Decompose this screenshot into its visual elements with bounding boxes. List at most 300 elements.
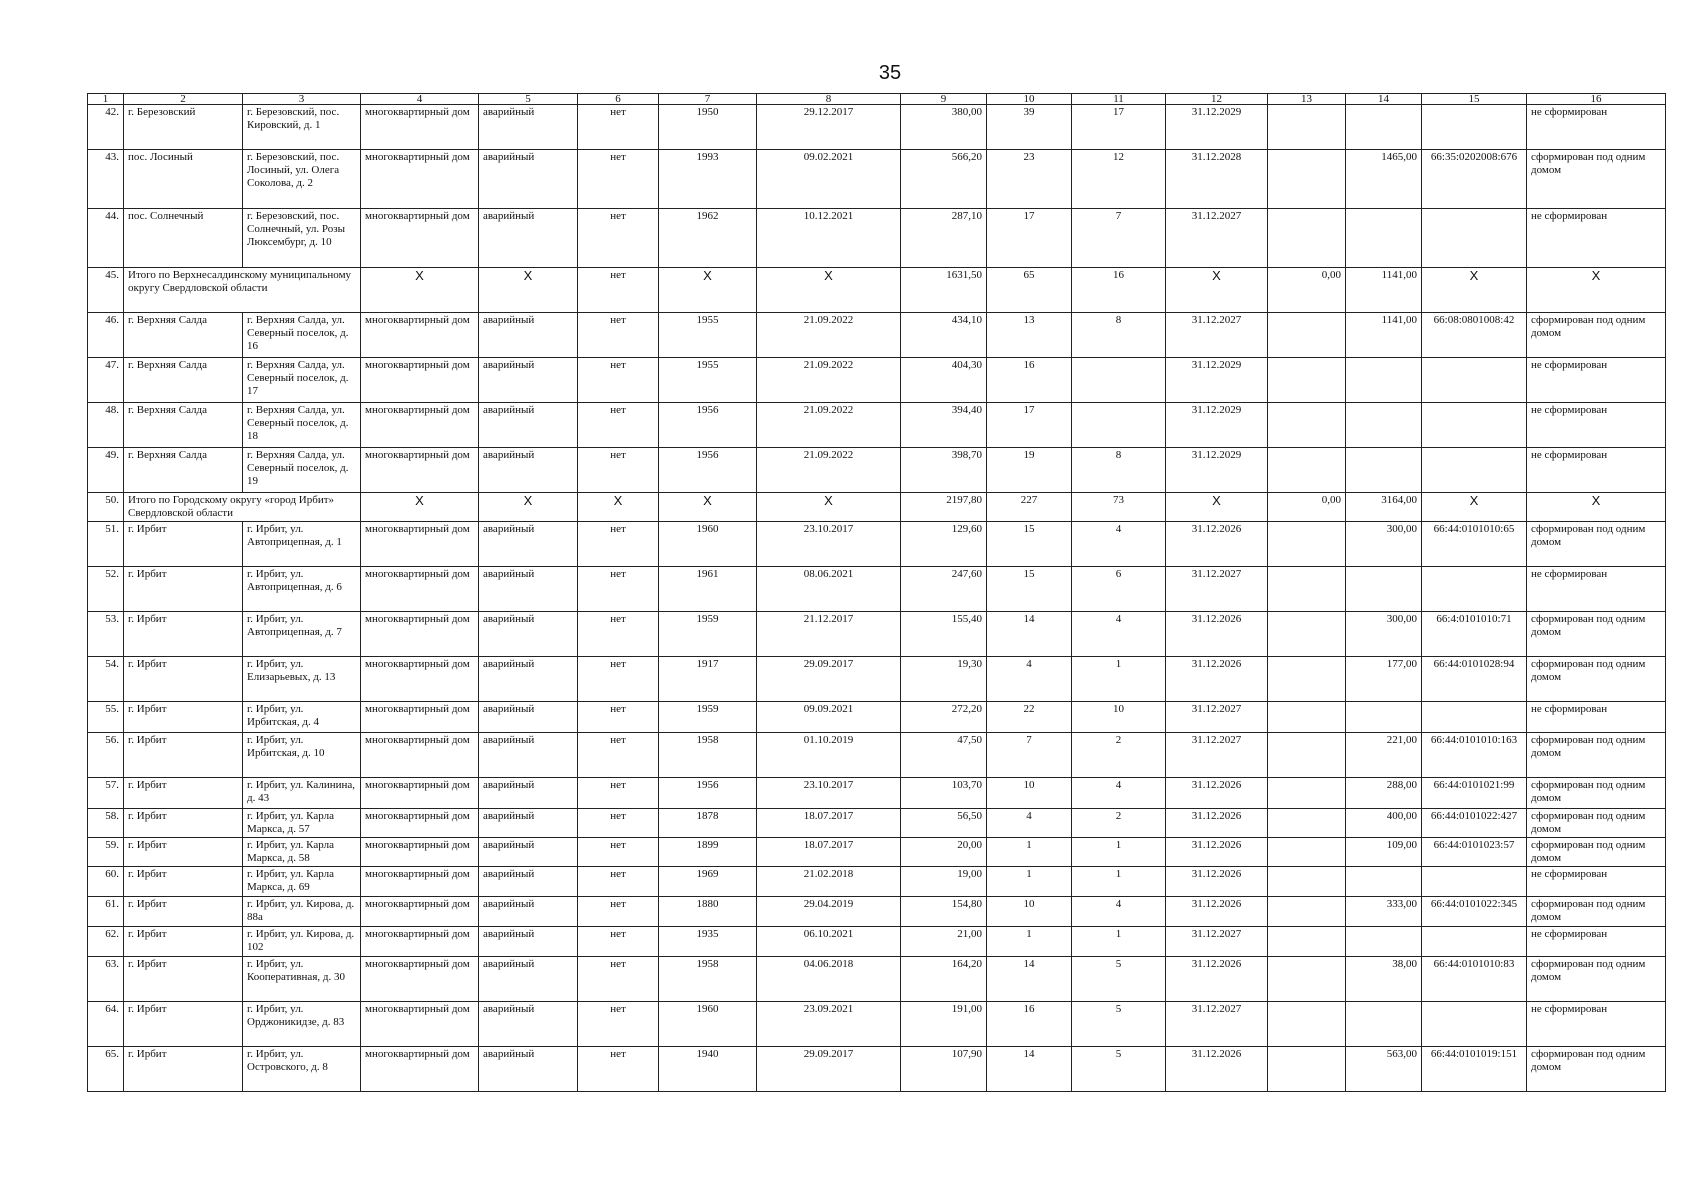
land-area-col13-cell (1268, 778, 1346, 809)
land-area-col13-cell (1268, 612, 1346, 657)
residents-cell: 16 (987, 1002, 1072, 1047)
condition-cell: аварийный (479, 448, 578, 493)
municipality-cell: г. Верхняя Салда (124, 448, 243, 493)
residents-cell: 15 (987, 567, 1072, 612)
flag-cell: X (578, 493, 659, 522)
apartments-cell: 4 (1072, 897, 1166, 927)
land-status-cell: не сформирован (1527, 702, 1666, 733)
recognition-date-cell: 18.07.2017 (757, 809, 901, 838)
municipality-cell: г. Ирбит (124, 809, 243, 838)
building-type-cell: многоквартирный дом (361, 778, 479, 809)
land-area-col13-cell (1268, 657, 1346, 702)
apartments-cell: 73 (1072, 493, 1166, 522)
residents-cell: 22 (987, 702, 1072, 733)
flag-cell: нет (578, 733, 659, 778)
planned-date-cell: 31.12.2026 (1166, 809, 1268, 838)
recognition-date-cell: 21.09.2022 (757, 403, 901, 448)
municipality-cell: пос. Лосиный (124, 150, 243, 209)
column-header: 10 (987, 94, 1072, 105)
year-cell: 1955 (659, 358, 757, 403)
land-status-cell: не сформирован (1527, 867, 1666, 897)
column-header: 15 (1422, 94, 1527, 105)
land-area-cell: 1141,00 (1346, 313, 1422, 358)
year-cell: 1956 (659, 448, 757, 493)
land-area-cell: 300,00 (1346, 612, 1422, 657)
planned-date-cell: 31.12.2027 (1166, 927, 1268, 957)
flag-cell: нет (578, 403, 659, 448)
column-header: 3 (243, 94, 361, 105)
column-header: 6 (578, 94, 659, 105)
table-body (88, 105, 1666, 1092)
row-number-cell: 60. (88, 867, 124, 897)
area-cell: 129,60 (901, 522, 987, 567)
building-type-cell: многоквартирный дом (361, 897, 479, 927)
flag-cell: нет (578, 809, 659, 838)
planned-date-cell: 31.12.2029 (1166, 448, 1268, 493)
address-cell: г. Верхняя Салда, ул. Северный поселок, д. 16 (243, 313, 361, 358)
planned-date-cell: X (1166, 493, 1268, 522)
cadastral-number-cell (1422, 448, 1527, 493)
planned-date-cell: 31.12.2026 (1166, 778, 1268, 809)
table-row (88, 657, 1666, 702)
planned-date-cell: 31.12.2027 (1166, 1002, 1268, 1047)
area-cell: 47,50 (901, 733, 987, 778)
cadastral-number-cell: 66:44:0101010:83 (1422, 957, 1527, 1002)
planned-date-cell: 31.12.2027 (1166, 567, 1268, 612)
land-area-col13-cell (1268, 927, 1346, 957)
area-cell: 434,10 (901, 313, 987, 358)
cadastral-number-cell (1422, 567, 1527, 612)
area-cell: 247,60 (901, 567, 987, 612)
residents-cell: 7 (987, 733, 1072, 778)
area-cell: 191,00 (901, 1002, 987, 1047)
condition-cell: аварийный (479, 612, 578, 657)
apartments-cell: 6 (1072, 567, 1166, 612)
row-number-cell: 59. (88, 838, 124, 867)
recognition-date-cell: 10.12.2021 (757, 209, 901, 268)
land-area-col13-cell (1268, 448, 1346, 493)
recognition-date-cell: 09.09.2021 (757, 702, 901, 733)
area-cell: 107,90 (901, 1047, 987, 1092)
recognition-date-cell: 04.06.2018 (757, 957, 901, 1002)
apartments-cell: 16 (1072, 268, 1166, 313)
year-cell: 1956 (659, 778, 757, 809)
address-cell: г. Ирбит, ул. Елизарьевых, д. 13 (243, 657, 361, 702)
condition-cell: аварийный (479, 403, 578, 448)
flag-cell: нет (578, 150, 659, 209)
area-cell: 103,70 (901, 778, 987, 809)
planned-date-cell: 31.12.2029 (1166, 105, 1268, 150)
table-row (88, 927, 1666, 957)
building-type-cell: многоквартирный дом (361, 657, 479, 702)
cadastral-number-cell (1422, 358, 1527, 403)
area-cell: 19,30 (901, 657, 987, 702)
row-number-cell: 54. (88, 657, 124, 702)
land-area-col13-cell (1268, 209, 1346, 268)
planned-date-cell: 31.12.2026 (1166, 867, 1268, 897)
cadastral-number-cell: 66:44:0101022:427 (1422, 809, 1527, 838)
column-header: 4 (361, 94, 479, 105)
flag-cell: нет (578, 105, 659, 150)
column-header: 8 (757, 94, 901, 105)
building-type-cell: многоквартирный дом (361, 567, 479, 612)
land-area-col13-cell (1268, 733, 1346, 778)
table-row (88, 897, 1666, 927)
row-number-cell: 56. (88, 733, 124, 778)
land-area-cell (1346, 105, 1422, 150)
land-area-cell: 288,00 (1346, 778, 1422, 809)
recognition-date-cell: 09.02.2021 (757, 150, 901, 209)
cadastral-number-cell (1422, 702, 1527, 733)
recognition-date-cell: 08.06.2021 (757, 567, 901, 612)
land-area-cell: 563,00 (1346, 1047, 1422, 1092)
address-cell: г. Березовский, пос. Лосиный, ул. Олега Соколова, д. 2 (243, 150, 361, 209)
table-row (88, 358, 1666, 403)
address-cell: г. Верхняя Салда, ул. Северный поселок, д. 17 (243, 358, 361, 403)
year-cell: 1962 (659, 209, 757, 268)
land-area-col13-cell (1268, 897, 1346, 927)
year-cell: 1950 (659, 105, 757, 150)
land-area-col13-cell (1268, 567, 1346, 612)
row-number-cell: 57. (88, 778, 124, 809)
recognition-date-cell: 23.10.2017 (757, 778, 901, 809)
total-label-cell: Итого по Городскому округу «город Ирбит» Свердловской области (124, 493, 361, 522)
land-area-col13-cell (1268, 105, 1346, 150)
flag-cell: нет (578, 567, 659, 612)
recognition-date-cell: X (757, 268, 901, 313)
municipality-cell: г. Ирбит (124, 567, 243, 612)
recognition-date-cell: 21.09.2022 (757, 448, 901, 493)
building-type-cell: многоквартирный дом (361, 105, 479, 150)
land-area-cell (1346, 448, 1422, 493)
municipality-cell: г. Ирбит (124, 522, 243, 567)
address-cell: г. Ирбит, ул. Автоприцепная, д. 7 (243, 612, 361, 657)
land-status-cell: сформирован под одним домом (1527, 778, 1666, 809)
land-area-col13-cell (1268, 957, 1346, 1002)
building-type-cell: многоквартирный дом (361, 313, 479, 358)
flag-cell: нет (578, 927, 659, 957)
row-number-cell: 52. (88, 567, 124, 612)
year-cell: X (659, 493, 757, 522)
planned-date-cell: 31.12.2026 (1166, 838, 1268, 867)
table-row (88, 838, 1666, 867)
building-type-cell: многоквартирный дом (361, 838, 479, 867)
land-status-cell: сформирован под одним домом (1527, 657, 1666, 702)
land-area-col13-cell: 0,00 (1268, 493, 1346, 522)
land-area-cell: 1141,00 (1346, 268, 1422, 313)
planned-date-cell: 31.12.2026 (1166, 522, 1268, 567)
row-number-cell: 48. (88, 403, 124, 448)
column-header: 7 (659, 94, 757, 105)
recognition-date-cell: 21.12.2017 (757, 612, 901, 657)
building-type-cell: многоквартирный дом (361, 448, 479, 493)
cadastral-number-cell: 66:44:0101028:94 (1422, 657, 1527, 702)
land-area-col13-cell (1268, 313, 1346, 358)
residents-cell: 14 (987, 612, 1072, 657)
recognition-date-cell: 06.10.2021 (757, 927, 901, 957)
year-cell: 1878 (659, 809, 757, 838)
condition-cell: аварийный (479, 867, 578, 897)
recognition-date-cell: 21.02.2018 (757, 867, 901, 897)
land-area-cell: 221,00 (1346, 733, 1422, 778)
cadastral-number-cell: 66:44:0101019:151 (1422, 1047, 1527, 1092)
total-row (88, 493, 1666, 522)
building-type-cell: многоквартирный дом (361, 733, 479, 778)
building-type-cell: многоквартирный дом (361, 927, 479, 957)
residents-cell: 15 (987, 522, 1072, 567)
land-area-cell: 109,00 (1346, 838, 1422, 867)
area-cell: 404,30 (901, 358, 987, 403)
table-row (88, 209, 1666, 268)
building-type-cell: многоквартирный дом (361, 403, 479, 448)
address-cell: г. Ирбит, ул. Карла Маркса, д. 58 (243, 838, 361, 867)
recognition-date-cell: 21.09.2022 (757, 358, 901, 403)
municipality-cell: г. Ирбит (124, 838, 243, 867)
cadastral-number-cell: 66:4:0101010:71 (1422, 612, 1527, 657)
flag-cell: нет (578, 838, 659, 867)
residents-cell: 14 (987, 1047, 1072, 1092)
area-cell: 2197,80 (901, 493, 987, 522)
recognition-date-cell: X (757, 493, 901, 522)
land-area-col13-cell (1268, 522, 1346, 567)
apartments-cell: 2 (1072, 733, 1166, 778)
cadastral-number-cell (1422, 867, 1527, 897)
area-cell: 287,10 (901, 209, 987, 268)
apartments-cell: 17 (1072, 105, 1166, 150)
building-type-cell: многоквартирный дом (361, 867, 479, 897)
address-cell: г. Ирбит, ул. Карла Маркса, д. 57 (243, 809, 361, 838)
condition-cell: X (479, 268, 578, 313)
residents-cell: 227 (987, 493, 1072, 522)
table-row (88, 105, 1666, 150)
address-cell: г. Ирбит, ул. Автоприцепная, д. 6 (243, 567, 361, 612)
municipality-cell: г. Ирбит (124, 702, 243, 733)
recognition-date-cell: 23.10.2017 (757, 522, 901, 567)
year-cell: 1958 (659, 957, 757, 1002)
row-number-cell: 50. (88, 493, 124, 522)
row-number-cell: 46. (88, 313, 124, 358)
land-area-cell: 300,00 (1346, 522, 1422, 567)
address-cell: г. Верхняя Салда, ул. Северный поселок, д. 18 (243, 403, 361, 448)
registry-table (87, 93, 1666, 1092)
condition-cell: аварийный (479, 358, 578, 403)
building-type-cell: X (361, 493, 479, 522)
table-row (88, 612, 1666, 657)
residents-cell: 17 (987, 209, 1072, 268)
flag-cell: нет (578, 778, 659, 809)
land-status-cell: сформирован под одним домом (1527, 612, 1666, 657)
land-area-cell (1346, 567, 1422, 612)
land-status-cell: сформирован под одним домом (1527, 150, 1666, 209)
land-area-cell: 333,00 (1346, 897, 1422, 927)
flag-cell: нет (578, 657, 659, 702)
cadastral-number-cell (1422, 209, 1527, 268)
area-cell: 272,20 (901, 702, 987, 733)
row-number-cell: 64. (88, 1002, 124, 1047)
area-cell: 1631,50 (901, 268, 987, 313)
planned-date-cell: 31.12.2027 (1166, 209, 1268, 268)
area-cell: 21,00 (901, 927, 987, 957)
area-cell: 20,00 (901, 838, 987, 867)
residents-cell: 10 (987, 778, 1072, 809)
cadastral-number-cell: 66:44:0101021:99 (1422, 778, 1527, 809)
address-cell: г. Ирбит, ул. Карла Маркса, д. 69 (243, 867, 361, 897)
planned-date-cell: 31.12.2027 (1166, 702, 1268, 733)
residents-cell: 39 (987, 105, 1072, 150)
land-area-cell: 400,00 (1346, 809, 1422, 838)
land-area-col13-cell (1268, 867, 1346, 897)
land-area-cell: 177,00 (1346, 657, 1422, 702)
municipality-cell: г. Ирбит (124, 657, 243, 702)
apartments-cell: 8 (1072, 313, 1166, 358)
land-status-cell: не сформирован (1527, 567, 1666, 612)
residents-cell: 4 (987, 657, 1072, 702)
land-area-col13-cell: 0,00 (1268, 268, 1346, 313)
condition-cell: аварийный (479, 733, 578, 778)
flag-cell: нет (578, 612, 659, 657)
land-status-cell: сформирован под одним домом (1527, 809, 1666, 838)
residents-cell: 14 (987, 957, 1072, 1002)
cadastral-number-cell: 66:35:0202008:676 (1422, 150, 1527, 209)
municipality-cell: пос. Солнечный (124, 209, 243, 268)
municipality-cell: г. Ирбит (124, 1047, 243, 1092)
flag-cell: нет (578, 448, 659, 493)
table-row (88, 448, 1666, 493)
cadastral-number-cell: 66:44:0101010:65 (1422, 522, 1527, 567)
planned-date-cell: 31.12.2027 (1166, 313, 1268, 358)
year-cell: 1961 (659, 567, 757, 612)
flag-cell: нет (578, 522, 659, 567)
column-header: 2 (124, 94, 243, 105)
condition-cell: аварийный (479, 657, 578, 702)
residents-cell: 13 (987, 313, 1072, 358)
land-area-cell (1346, 1002, 1422, 1047)
municipality-cell: г. Верхняя Салда (124, 358, 243, 403)
apartments-cell: 4 (1072, 522, 1166, 567)
building-type-cell: многоквартирный дом (361, 702, 479, 733)
column-header: 9 (901, 94, 987, 105)
planned-date-cell: 31.12.2026 (1166, 612, 1268, 657)
address-cell: г. Ирбит, ул. Ирбитская, д. 4 (243, 702, 361, 733)
condition-cell: X (479, 493, 578, 522)
total-row (88, 268, 1666, 313)
cadastral-number-cell: 66:08:0801008:42 (1422, 313, 1527, 358)
row-number-cell: 47. (88, 358, 124, 403)
apartments-cell: 8 (1072, 448, 1166, 493)
land-area-cell (1346, 927, 1422, 957)
row-number-cell: 51. (88, 522, 124, 567)
condition-cell: аварийный (479, 522, 578, 567)
year-cell: 1958 (659, 733, 757, 778)
address-cell: г. Ирбит, ул. Островского, д. 8 (243, 1047, 361, 1092)
flag-cell: нет (578, 358, 659, 403)
land-area-cell (1346, 403, 1422, 448)
land-area-col13-cell (1268, 403, 1346, 448)
recognition-date-cell: 18.07.2017 (757, 838, 901, 867)
row-number-cell: 49. (88, 448, 124, 493)
land-area-cell (1346, 358, 1422, 403)
table-row (88, 150, 1666, 209)
land-status-cell: не сформирован (1527, 105, 1666, 150)
table-row (88, 957, 1666, 1002)
municipality-cell: г. Ирбит (124, 957, 243, 1002)
building-type-cell: многоквартирный дом (361, 209, 479, 268)
row-number-cell: 53. (88, 612, 124, 657)
cadastral-number-cell: 66:44:0101023:57 (1422, 838, 1527, 867)
apartments-cell (1072, 358, 1166, 403)
cadastral-number-cell (1422, 105, 1527, 150)
table-row (88, 867, 1666, 897)
apartments-cell (1072, 403, 1166, 448)
area-cell: 566,20 (901, 150, 987, 209)
flag-cell: нет (578, 1002, 659, 1047)
land-status-cell: сформирован под одним домом (1527, 522, 1666, 567)
column-header: 13 (1268, 94, 1346, 105)
residents-cell: 19 (987, 448, 1072, 493)
building-type-cell: многоквартирный дом (361, 809, 479, 838)
planned-date-cell: X (1166, 268, 1268, 313)
land-status-cell: не сформирован (1527, 927, 1666, 957)
building-type-cell: многоквартирный дом (361, 522, 479, 567)
condition-cell: аварийный (479, 702, 578, 733)
table-row (88, 702, 1666, 733)
year-cell: 1959 (659, 612, 757, 657)
municipality-cell: г. Ирбит (124, 897, 243, 927)
recognition-date-cell: 29.12.2017 (757, 105, 901, 150)
planned-date-cell: 31.12.2028 (1166, 150, 1268, 209)
year-cell: 1940 (659, 1047, 757, 1092)
building-type-cell: многоквартирный дом (361, 358, 479, 403)
land-status-cell: не сформирован (1527, 448, 1666, 493)
row-number-cell: 65. (88, 1047, 124, 1092)
land-area-cell (1346, 867, 1422, 897)
column-header: 11 (1072, 94, 1166, 105)
land-area-col13-cell (1268, 1047, 1346, 1092)
flag-cell: нет (578, 957, 659, 1002)
land-area-col13-cell (1268, 809, 1346, 838)
planned-date-cell: 31.12.2029 (1166, 403, 1268, 448)
condition-cell: аварийный (479, 927, 578, 957)
area-cell: 380,00 (901, 105, 987, 150)
municipality-cell: г. Ирбит (124, 867, 243, 897)
table-row (88, 778, 1666, 809)
land-status-cell: сформирован под одним домом (1527, 957, 1666, 1002)
flag-cell: нет (578, 1047, 659, 1092)
land-area-col13-cell (1268, 1002, 1346, 1047)
column-header: 5 (479, 94, 578, 105)
year-cell: 1899 (659, 838, 757, 867)
year-cell: 1917 (659, 657, 757, 702)
land-status-cell: сформирован под одним домом (1527, 313, 1666, 358)
year-cell: 1935 (659, 927, 757, 957)
table-row (88, 1047, 1666, 1092)
land-status-cell: сформирован под одним домом (1527, 733, 1666, 778)
row-number-cell: 44. (88, 209, 124, 268)
year-cell: 1960 (659, 1002, 757, 1047)
row-number-cell: 55. (88, 702, 124, 733)
building-type-cell: многоквартирный дом (361, 1002, 479, 1047)
area-cell: 394,40 (901, 403, 987, 448)
residents-cell: 65 (987, 268, 1072, 313)
land-status-cell: сформирован под одним домом (1527, 838, 1666, 867)
column-number-row (88, 94, 1666, 105)
land-area-cell (1346, 209, 1422, 268)
planned-date-cell: 31.12.2029 (1166, 358, 1268, 403)
apartments-cell: 5 (1072, 1002, 1166, 1047)
land-status-cell: X (1527, 268, 1666, 313)
land-status-cell: не сформирован (1527, 358, 1666, 403)
land-area-col13-cell (1268, 838, 1346, 867)
